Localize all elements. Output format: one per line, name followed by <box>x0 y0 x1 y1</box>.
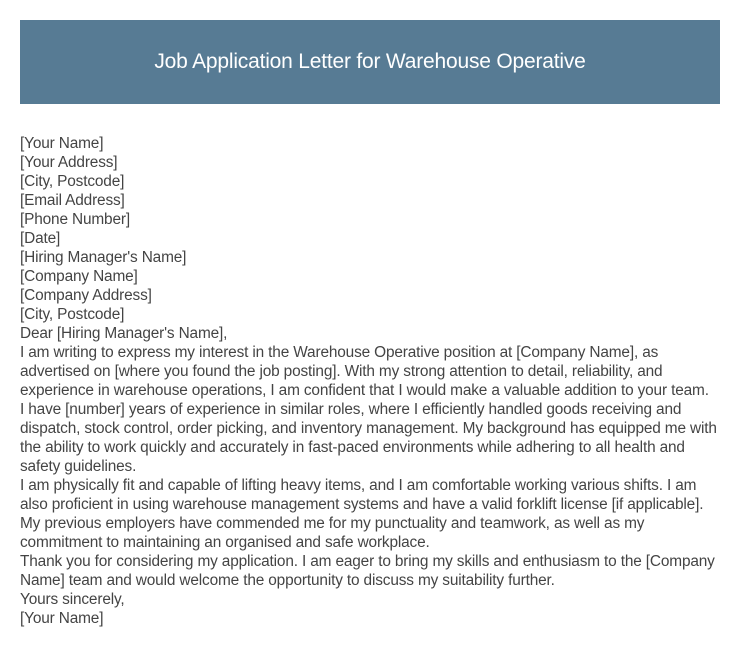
paragraph-intro: I am writing to express my interest in the Warehouse Operative position at [Company Name], as advertised on [where you found the job posting]. With my strong attention to detail, reliability, and experience in warehouse operations, I am confident that I would make a valuable addition to your team. <box>20 344 709 399</box>
signature: [Your Name] <box>20 610 104 627</box>
salutation: Dear [Hiring Manager's Name], <box>20 325 228 342</box>
sender-name: [Your Name] <box>20 135 104 152</box>
sender-address: [Your Address] <box>20 154 118 171</box>
title-banner <box>20 20 720 104</box>
sender-phone: [Phone Number] <box>20 211 130 228</box>
paragraph-skills: I am physically fit and capable of lifting heavy items, and I am comfortable working various shifts. I am also proficient in using warehouse management systems and have a valid forklift license [if applicable]. My previous employers have commended me for my punctuality and teamwork, as well as my commitment to maintaining an organised and safe workplace. <box>20 477 704 551</box>
sender-block <box>20 134 722 229</box>
letter-body <box>20 134 722 628</box>
closing-phrase: Yours sincerely, <box>20 591 125 608</box>
recipient-company-address: [Company Address] <box>20 287 152 304</box>
paragraph-closing: Thank you for considering my application. I am eager to bring my skills and enthusiasm to the [Company Name] team and would welcome the opportunity to discuss my suitability further. <box>20 553 715 589</box>
paragraph-experience: I have [number] years of experience in similar roles, where I efficiently handled goods receiving and dispatch, stock control, order picking, and inventory management. My background has equipped me with the ability to work quickly and accurately in fast-paced environments while adhering to all health and safety guidelines. <box>20 401 717 475</box>
recipient-company-name: [Company Name] <box>20 268 138 285</box>
letter-date: [Date] <box>20 230 61 247</box>
recipient-manager-name: [Hiring Manager's Name] <box>20 249 187 266</box>
recipient-block <box>20 248 722 324</box>
recipient-city-postcode: [City, Postcode] <box>20 306 125 323</box>
sender-email: [Email Address] <box>20 192 125 209</box>
page-title: Job Application Letter for Warehouse Operative <box>154 50 586 73</box>
sender-city-postcode: [City, Postcode] <box>20 173 125 190</box>
